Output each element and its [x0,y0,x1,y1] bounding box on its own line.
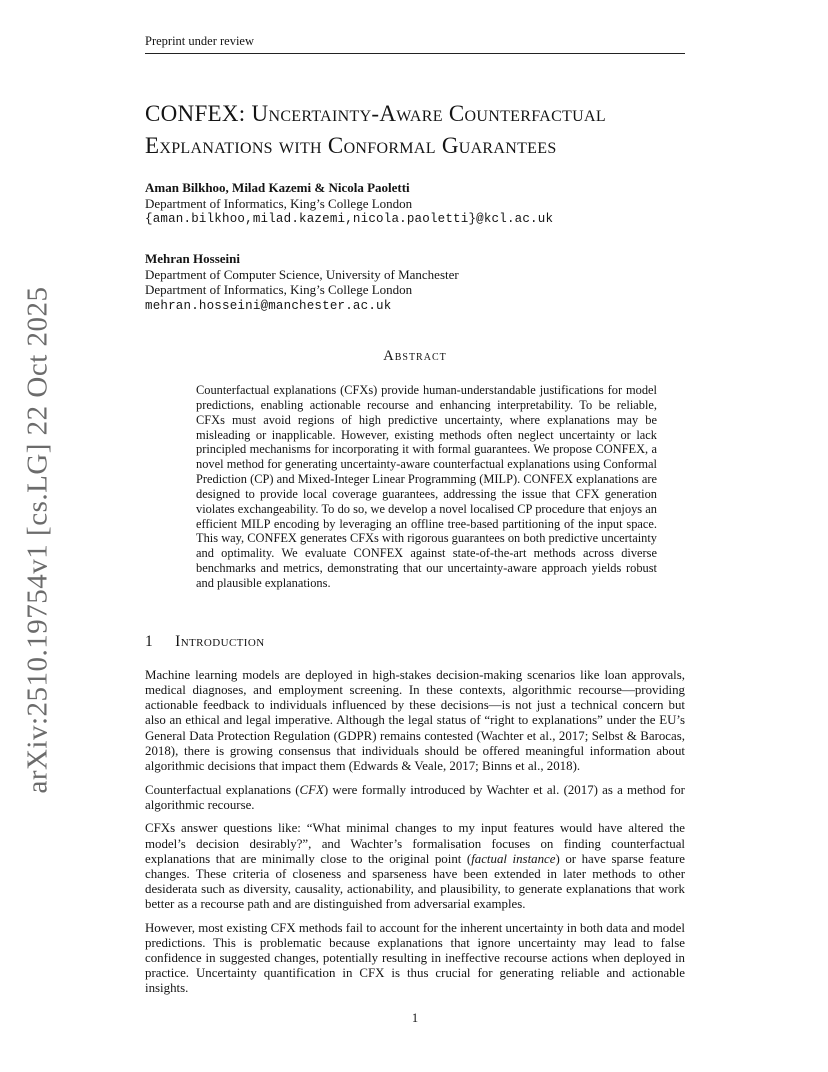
section-number: 1 [145,633,154,650]
author-blocks [145,180,685,338]
paragraph [145,921,685,997]
author-names: Mehran Hosseini [145,251,240,266]
paper-title-line-2: Explanations with Conformal Guarantees [145,133,557,158]
paragraph [145,783,685,813]
text-run: Counterfactual explanations ( [145,782,300,797]
abstract-text: Counterfactual explanations (CFXs) provide human-understandable justifications for model predictions, enabling actionable recourse and enhancing interpretability. To be reliable, CFXs must avoid regions of high predictive uncertainty, where explanations may be misleading or inapplicable. However, existing methods often neglect uncertainty or lack principled mechanisms for incorporating it with formal guarantees. We propose CONFEX, a novel method for generating uncertainty-aware counterfactual explanations using Conformal Prediction (CP) and Mixed-Integer Linear Programming (MILP). CONFEX explanations are designed to provide local coverage guarantees, addressing the issue that CFX generation violates exchangeability. To do so, we develop a novel localised CP procedure that enjoys an efficient MILP encoding by leveraging an offline tree-based partitioning of the input space. This way, CONFEX generates CFXs with rigorous guarantees on both predictive uncertainty and optimality. We evaluate CONFEX against state-of-the-art methods across diverse benchmarks and metrics, demonstrating that our uncertainty-aware approach yields robust and plausible explanations. [196,383,657,590]
text-run: CFXs answer questions like: “What minimal changes to my input features would have altered the model’s decision desirably?”, and Wachter’s formalisation focuses on finding counterfactual explanations that are minimally close to the original point ( [145,821,685,866]
section-title: Introduction [175,633,265,650]
paper-title-line-1: CONFEX: Uncertainty-Aware Counterfactual [145,101,606,126]
author-affiliation: Department of Informatics, King’s College London [145,195,413,211]
author-email: {aman.bilkhoo,milad.kazemi,nicola.paoletti}@kcl.ac.uk [145,212,554,226]
abstract-heading: Abstract [383,348,447,364]
text-run: factual instance [471,851,556,866]
running-header: Preprint under review [145,34,685,54]
author-email: mehran.hosseini@manchester.ac.uk [145,298,392,313]
text-run: However, most existing CFX methods fail to account for the inherent uncertainty in both data and model predictions. This is problematic because explanations that ignore uncertainty may lead to false confidence in suggested changes, potentially resulting in ineffective recourse actions when deployed in practice. Uncertainty quantification in CFX is thus crucial for generating reliable and actionable insights. [145,920,685,996]
author-block-2 [145,251,685,314]
paragraph [145,668,685,774]
text-run: Machine learning models are deployed in high-stakes decision-making scenarios like loan approvals, medical diagnoses, and employment screening. In these contexts, algorithmic recourse—providing actionable feedback to individuals influenced by these decisions—is not just a technical concern but also an ethical and legal imperative. Although the legal status of “right to explanations” under the EU’s General Data Protection Regulation (GDPR) remains contested (Wachter et al., 2017; Selbst & Barocas, 2018), there is growing consensus that individuals should be offered meaningful information about algorithmic decisions that impact them (Edwards & Veale, 2017; Binns et al., 2018). [145,668,685,773]
text-run: ) or have sparse feature changes. These criteria of closeness and sparseness have been extended in later methods to other desiderata such as diversity, causality, actionability, and plausibility, to generate explanations that work better as a recourse path and are distinguished from adversarial examples. [145,851,685,912]
text-run: CFX [299,782,324,797]
paragraph [145,821,685,912]
page-number: 1 [411,1011,419,1025]
section-heading [145,633,685,651]
text-run: ) were formally introduced by Wachter et al. (2017) as a method for algorithmic recourse. [145,782,685,812]
arxiv-watermark: arXiv:2510.19754v1 [cs.LG] 22 Oct 2025 [21,286,54,794]
author-affiliation: Department of Informatics, King’s College London [145,282,413,297]
paper-title [145,98,693,162]
section-introduction [145,633,685,1005]
author-block-1 [145,180,685,227]
author-affiliation: Department of Computer Science, University of Manchester [145,266,459,282]
author-names: Aman Bilkhoo, Milad Kazemi & Nicola Paoletti [145,180,410,195]
